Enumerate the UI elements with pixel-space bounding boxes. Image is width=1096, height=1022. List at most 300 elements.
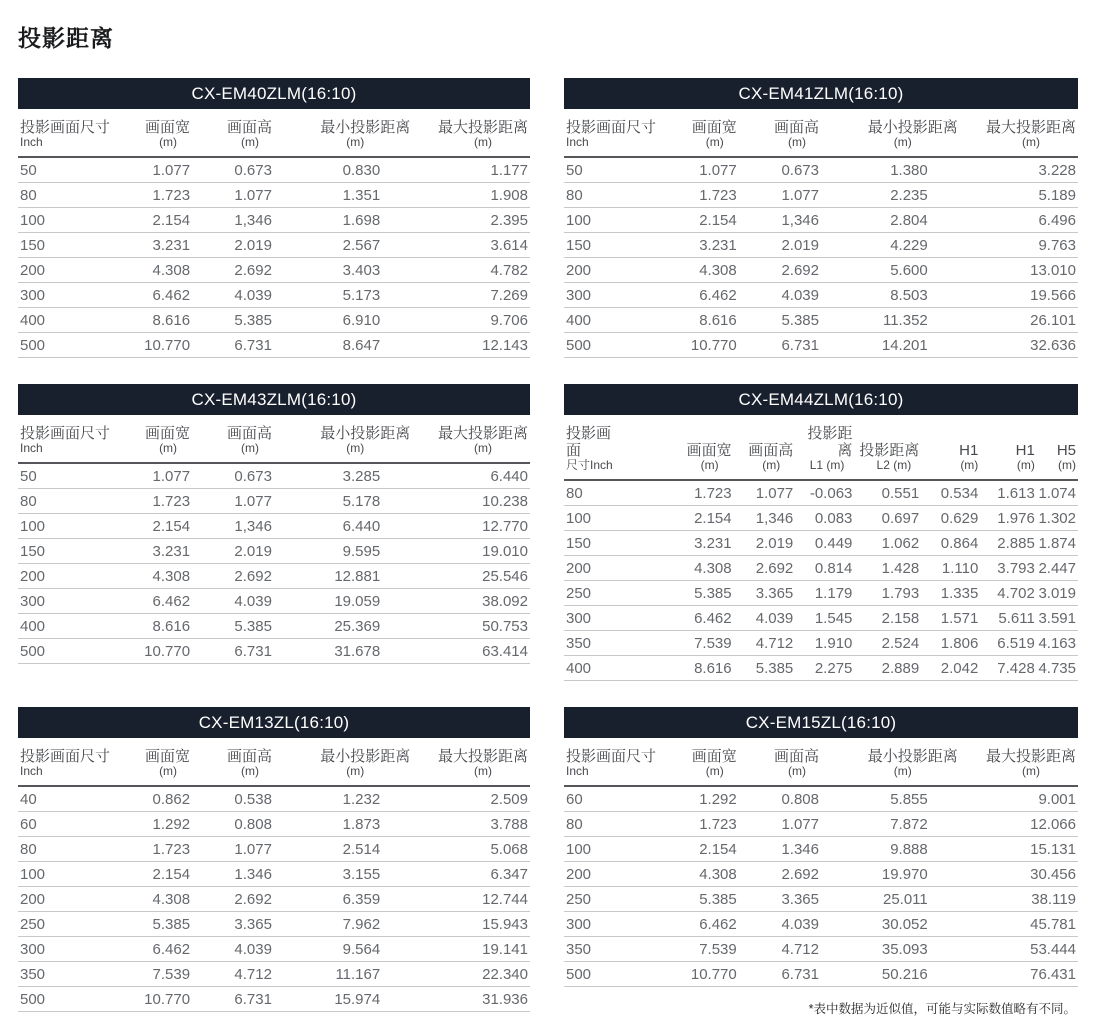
table-cell: 500 bbox=[564, 333, 677, 358]
table-cell: 1.077 bbox=[131, 463, 192, 489]
table-row bbox=[564, 581, 1078, 606]
table-cell: 38.092 bbox=[412, 589, 530, 614]
table-cx-em41zlm bbox=[564, 78, 1078, 358]
table-cell: 0.814 bbox=[795, 556, 854, 581]
table-cx-em15zl bbox=[564, 707, 1078, 1017]
table-cell: 1,346 bbox=[192, 208, 274, 233]
table-cell: 1.074 bbox=[1037, 480, 1078, 506]
table-row bbox=[564, 656, 1078, 681]
column-header: 最小投影距离 (m) bbox=[821, 109, 960, 157]
table-title-bar bbox=[564, 78, 1078, 109]
table-cell: 80 bbox=[564, 183, 677, 208]
table-cell: 0.673 bbox=[739, 157, 821, 183]
table-cell: 7.539 bbox=[131, 962, 192, 987]
table-row bbox=[564, 556, 1078, 581]
table-cell: 150 bbox=[564, 233, 677, 258]
table-cell: 2.019 bbox=[734, 531, 796, 556]
table-cell: 1.077 bbox=[677, 157, 739, 183]
table-cell: 6.519 bbox=[980, 631, 1037, 656]
table-cell: 50 bbox=[18, 157, 131, 183]
projection-distance-table bbox=[18, 415, 530, 664]
table-cell: 0.449 bbox=[795, 531, 854, 556]
table-cell: 1.873 bbox=[274, 812, 412, 837]
table-cell: -0.063 bbox=[795, 480, 854, 506]
column-header: 画面宽 (m) bbox=[677, 738, 739, 786]
column-header: 画面宽 (m) bbox=[626, 415, 734, 480]
table-cell: 0.551 bbox=[854, 480, 921, 506]
column-header: 最大投影距离 (m) bbox=[412, 109, 530, 157]
column-header: 投影画面尺寸 Inch bbox=[564, 738, 677, 786]
table-cell: 19.059 bbox=[274, 589, 412, 614]
table-cell: 2.154 bbox=[131, 514, 192, 539]
table-cell: 4.702 bbox=[980, 581, 1037, 606]
table-cell: 1.077 bbox=[192, 183, 274, 208]
table-cell: 2.019 bbox=[192, 233, 274, 258]
table-cell: 6.440 bbox=[274, 514, 412, 539]
table-cell: 0.538 bbox=[192, 786, 274, 812]
table-row bbox=[564, 786, 1078, 812]
column-header: H1 (m) bbox=[921, 415, 980, 480]
table-cell: 1.077 bbox=[131, 157, 192, 183]
table-cell: 0.697 bbox=[854, 506, 921, 531]
table-cell: 1.077 bbox=[739, 812, 821, 837]
table-cell: 6.731 bbox=[192, 987, 274, 1012]
table-cell: 8.616 bbox=[131, 614, 192, 639]
table-row bbox=[18, 812, 530, 837]
table-cell: 300 bbox=[564, 912, 677, 937]
table-cell: 3.365 bbox=[192, 912, 274, 937]
table-cell: 4.735 bbox=[1037, 656, 1078, 681]
table-cell: 8.647 bbox=[274, 333, 412, 358]
table-row bbox=[564, 157, 1078, 183]
table-cell: 3.231 bbox=[131, 539, 192, 564]
table-cell: 80 bbox=[564, 812, 677, 837]
table-cell: 2.509 bbox=[412, 786, 530, 812]
column-header-row bbox=[564, 738, 1078, 786]
table-cell: 6.462 bbox=[131, 589, 192, 614]
table-cell: 4.163 bbox=[1037, 631, 1078, 656]
table-cell: 1.062 bbox=[854, 531, 921, 556]
table-cell: 0.673 bbox=[192, 157, 274, 183]
column-header: 画面高 (m) bbox=[739, 109, 821, 157]
table-cell: 3.788 bbox=[412, 812, 530, 837]
table-cell: 1.908 bbox=[412, 183, 530, 208]
table-cell: 19.970 bbox=[821, 862, 960, 887]
table-cell: 15.943 bbox=[412, 912, 530, 937]
projection-distance-table bbox=[564, 415, 1078, 681]
table-cell: 1.723 bbox=[677, 183, 739, 208]
table-cell: 250 bbox=[18, 912, 131, 937]
table-row bbox=[18, 786, 530, 812]
table-cell: 1.346 bbox=[739, 837, 821, 862]
projection-distance-table bbox=[18, 738, 530, 1012]
table-row bbox=[564, 183, 1078, 208]
page-title: 投影距离 bbox=[18, 25, 114, 51]
table-row bbox=[564, 862, 1078, 887]
table-cell: 1.077 bbox=[739, 183, 821, 208]
column-header: 投影距离 L1 (m) bbox=[795, 415, 854, 480]
table-cell: 5.385 bbox=[734, 656, 796, 681]
table-cell: 35.093 bbox=[821, 937, 960, 962]
table-cell: 7.539 bbox=[626, 631, 734, 656]
table-cell: 1.976 bbox=[980, 506, 1037, 531]
table-cell: 5.855 bbox=[821, 786, 960, 812]
table-cell: 1.613 bbox=[980, 480, 1037, 506]
projection-distance-table bbox=[18, 109, 530, 358]
table-cell: 3.403 bbox=[274, 258, 412, 283]
table-cell: 300 bbox=[564, 606, 626, 631]
column-header: 画面宽 (m) bbox=[131, 109, 192, 157]
table-cell: 80 bbox=[18, 837, 131, 862]
table-cell: 500 bbox=[18, 639, 131, 664]
table-row bbox=[18, 183, 530, 208]
column-header: H1 (m) bbox=[980, 415, 1037, 480]
column-header: 最小投影距离 (m) bbox=[274, 109, 412, 157]
table-cell: 0.830 bbox=[274, 157, 412, 183]
table-cell: 3.231 bbox=[677, 233, 739, 258]
table-row bbox=[564, 283, 1078, 308]
table-cell: 3.285 bbox=[274, 463, 412, 489]
table-cell: 10.770 bbox=[677, 333, 739, 358]
table-row bbox=[564, 631, 1078, 656]
table-cell: 31.936 bbox=[412, 987, 530, 1012]
table-cell: 2.154 bbox=[131, 862, 192, 887]
table-cell: 150 bbox=[18, 539, 131, 564]
table-cell: 11.167 bbox=[274, 962, 412, 987]
table-cell: 1.292 bbox=[131, 812, 192, 837]
column-header-row bbox=[18, 109, 530, 157]
table-cell: 12.881 bbox=[274, 564, 412, 589]
table-cell: 4.712 bbox=[739, 937, 821, 962]
table-cell: 10.770 bbox=[131, 987, 192, 1012]
column-header: 投影画面尺寸 Inch bbox=[18, 109, 131, 157]
table-cell: 200 bbox=[18, 564, 131, 589]
table-cell: 19.010 bbox=[412, 539, 530, 564]
table-cell: 1.723 bbox=[131, 837, 192, 862]
table-row bbox=[18, 987, 530, 1012]
table-cell: 26.101 bbox=[960, 308, 1078, 333]
table-cell: 4.308 bbox=[131, 887, 192, 912]
table-title-bar bbox=[18, 707, 530, 738]
table-cell: 9.564 bbox=[274, 937, 412, 962]
table-cell: 50 bbox=[18, 463, 131, 489]
projection-distance-table bbox=[564, 109, 1078, 358]
table-cell: 1.806 bbox=[921, 631, 980, 656]
table-cell: 400 bbox=[18, 614, 131, 639]
table-cell: 5.611 bbox=[980, 606, 1037, 631]
table-row bbox=[564, 887, 1078, 912]
table-cell: 5.189 bbox=[960, 183, 1078, 208]
table-cell: 3.155 bbox=[274, 862, 412, 887]
column-header: 画面宽 (m) bbox=[131, 738, 192, 786]
table-row bbox=[18, 283, 530, 308]
table-cell: 31.678 bbox=[274, 639, 412, 664]
table-cell: 0.083 bbox=[795, 506, 854, 531]
column-header-row bbox=[564, 109, 1078, 157]
table-cell: 13.010 bbox=[960, 258, 1078, 283]
table-cell: 3.231 bbox=[131, 233, 192, 258]
table-cell: 6.731 bbox=[739, 962, 821, 987]
approximation-footnote: *表中数据为近似值，可能与实际数值略有不同。 bbox=[808, 1002, 1076, 1016]
table-cell: 4.712 bbox=[192, 962, 274, 987]
column-header: H5 (m) bbox=[1037, 415, 1078, 480]
table-cell: 7.428 bbox=[980, 656, 1037, 681]
table-cell: 1.380 bbox=[821, 157, 960, 183]
table-cell: 8.616 bbox=[677, 308, 739, 333]
table-cell: 2.154 bbox=[677, 837, 739, 862]
table-cx-em43zlm bbox=[18, 384, 530, 664]
table-cell: 4.039 bbox=[192, 283, 274, 308]
table-row bbox=[18, 333, 530, 358]
table-cell: 60 bbox=[18, 812, 131, 837]
table-cell: 2.447 bbox=[1037, 556, 1078, 581]
table-cell: 350 bbox=[564, 937, 677, 962]
table-row bbox=[564, 962, 1078, 987]
column-header-row bbox=[564, 415, 1078, 480]
table-row bbox=[564, 937, 1078, 962]
table-cell: 400 bbox=[564, 656, 626, 681]
table-cell: 100 bbox=[564, 837, 677, 862]
table-cell: 5.385 bbox=[677, 887, 739, 912]
table-cell: 5.173 bbox=[274, 283, 412, 308]
table-cell: 250 bbox=[564, 581, 626, 606]
table-cell: 6.462 bbox=[131, 283, 192, 308]
column-header: 最大投影距离 (m) bbox=[960, 738, 1078, 786]
table-cell: 2.692 bbox=[734, 556, 796, 581]
table-cell: 7.269 bbox=[412, 283, 530, 308]
column-header: 最大投影距离 (m) bbox=[960, 109, 1078, 157]
table-cell: 200 bbox=[564, 862, 677, 887]
table-cell: 3.591 bbox=[1037, 606, 1078, 631]
table-cell: 50 bbox=[564, 157, 677, 183]
table-row bbox=[18, 258, 530, 283]
table-cell: 2.235 bbox=[821, 183, 960, 208]
table-model-title: CX-EM44ZLM(16:10) bbox=[738, 390, 904, 409]
table-cell: 5.385 bbox=[192, 308, 274, 333]
table-row bbox=[18, 962, 530, 987]
table-cell: 2.692 bbox=[739, 862, 821, 887]
table-cell: 3.228 bbox=[960, 157, 1078, 183]
table-cell: 4.308 bbox=[131, 258, 192, 283]
table-cell: 0.629 bbox=[921, 506, 980, 531]
table-cell: 2.395 bbox=[412, 208, 530, 233]
table-cell: 8.503 bbox=[821, 283, 960, 308]
table-cell: 9.595 bbox=[274, 539, 412, 564]
table-cell: 7.872 bbox=[821, 812, 960, 837]
table-cell: 100 bbox=[564, 506, 626, 531]
table-cell: 5.385 bbox=[626, 581, 734, 606]
projection-distance-table bbox=[564, 738, 1078, 987]
table-cell: 4.039 bbox=[739, 912, 821, 937]
table-row bbox=[564, 333, 1078, 358]
table-cell: 3.231 bbox=[626, 531, 734, 556]
table-cell: 1.292 bbox=[677, 786, 739, 812]
table-row bbox=[564, 208, 1078, 233]
column-header-row bbox=[18, 738, 530, 786]
table-cell: 6.462 bbox=[677, 912, 739, 937]
table-cell: 14.201 bbox=[821, 333, 960, 358]
table-cell: 2.158 bbox=[854, 606, 921, 631]
table-row bbox=[564, 912, 1078, 937]
table-cell: 25.546 bbox=[412, 564, 530, 589]
table-cell: 1.302 bbox=[1037, 506, 1078, 531]
table-cell: 1.545 bbox=[795, 606, 854, 631]
table-row bbox=[18, 937, 530, 962]
column-header: 投影距离 L2 (m) bbox=[854, 415, 921, 480]
table-cell: 60 bbox=[564, 786, 677, 812]
table-cell: 1.910 bbox=[795, 631, 854, 656]
table-cell: 2.692 bbox=[192, 564, 274, 589]
table-cell: 3.614 bbox=[412, 233, 530, 258]
table-cell: 4.039 bbox=[739, 283, 821, 308]
table-cell: 10.770 bbox=[677, 962, 739, 987]
table-cell: 400 bbox=[18, 308, 131, 333]
table-cell: 2.042 bbox=[921, 656, 980, 681]
table-cell: 15.131 bbox=[960, 837, 1078, 862]
table-row bbox=[18, 233, 530, 258]
table-cell: 1.571 bbox=[921, 606, 980, 631]
table-cell: 1.232 bbox=[274, 786, 412, 812]
table-cell: 2.804 bbox=[821, 208, 960, 233]
table-row bbox=[564, 308, 1078, 333]
table-cell: 80 bbox=[18, 183, 131, 208]
table-cell: 5.385 bbox=[739, 308, 821, 333]
table-cell: 4.308 bbox=[677, 862, 739, 887]
table-cell: 6.462 bbox=[677, 283, 739, 308]
column-header: 投影画面尺寸 Inch bbox=[18, 738, 131, 786]
table-cell: 3.793 bbox=[980, 556, 1037, 581]
table-cell: 300 bbox=[564, 283, 677, 308]
table-cell: 100 bbox=[18, 514, 131, 539]
table-cell: 7.539 bbox=[677, 937, 739, 962]
column-header: 投影画面 尺寸Inch bbox=[564, 415, 626, 480]
table-cell: 350 bbox=[18, 962, 131, 987]
table-cell: 1.077 bbox=[192, 489, 274, 514]
table-cell: 12.066 bbox=[960, 812, 1078, 837]
table-row bbox=[18, 489, 530, 514]
table-cell: 12.744 bbox=[412, 887, 530, 912]
table-cell: 4.039 bbox=[734, 606, 796, 631]
column-header: 最小投影距离 (m) bbox=[274, 415, 412, 463]
table-row bbox=[18, 589, 530, 614]
table-cell: 15.974 bbox=[274, 987, 412, 1012]
table-cell: 63.414 bbox=[412, 639, 530, 664]
table-row bbox=[18, 639, 530, 664]
table-cell: 6.347 bbox=[412, 862, 530, 887]
table-cell: 500 bbox=[18, 987, 131, 1012]
table-row bbox=[18, 912, 530, 937]
table-cell: 30.052 bbox=[821, 912, 960, 937]
table-cell: 1.723 bbox=[626, 480, 734, 506]
table-title-bar bbox=[564, 384, 1078, 415]
tables-grid bbox=[18, 78, 1078, 1017]
table-cell: 30.456 bbox=[960, 862, 1078, 887]
table-model-title: CX-EM41ZLM(16:10) bbox=[738, 84, 904, 103]
table-cell: 32.636 bbox=[960, 333, 1078, 358]
column-header: 最大投影距离 (m) bbox=[412, 415, 530, 463]
table-cell: 100 bbox=[18, 208, 131, 233]
table-cell: 4.308 bbox=[626, 556, 734, 581]
table-cell: 4.229 bbox=[821, 233, 960, 258]
table-cell: 1.179 bbox=[795, 581, 854, 606]
table-title-bar bbox=[18, 78, 530, 109]
table-cell: 3.365 bbox=[739, 887, 821, 912]
column-header: 最小投影距离 (m) bbox=[274, 738, 412, 786]
table-cell: 2.524 bbox=[854, 631, 921, 656]
table-cell: 53.444 bbox=[960, 937, 1078, 962]
table-cell: 200 bbox=[18, 887, 131, 912]
table-row bbox=[564, 480, 1078, 506]
column-header: 最大投影距离 (m) bbox=[412, 738, 530, 786]
table-cell: 5.068 bbox=[412, 837, 530, 862]
table-cell: 2.567 bbox=[274, 233, 412, 258]
table-row bbox=[564, 531, 1078, 556]
column-header: 画面高 (m) bbox=[192, 109, 274, 157]
table-cell: 9.706 bbox=[412, 308, 530, 333]
table-cell: 200 bbox=[564, 258, 677, 283]
table-row bbox=[564, 233, 1078, 258]
table-cell: 22.340 bbox=[412, 962, 530, 987]
table-cell: 45.781 bbox=[960, 912, 1078, 937]
table-cell: 12.143 bbox=[412, 333, 530, 358]
table-cx-em40zlm bbox=[18, 78, 530, 358]
table-cell: 19.566 bbox=[960, 283, 1078, 308]
table-cell: 4.039 bbox=[192, 589, 274, 614]
table-cell: 25.011 bbox=[821, 887, 960, 912]
column-header: 画面高 (m) bbox=[734, 415, 796, 480]
table-model-title: CX-EM43ZLM(16:10) bbox=[191, 390, 357, 409]
table-cell: 3.019 bbox=[1037, 581, 1078, 606]
table-cell: 2.514 bbox=[274, 837, 412, 862]
table-cell: 80 bbox=[564, 480, 626, 506]
table-cell: 80 bbox=[18, 489, 131, 514]
table-cell: 6.440 bbox=[412, 463, 530, 489]
table-cell: 10.238 bbox=[412, 489, 530, 514]
table-row bbox=[18, 887, 530, 912]
table-cell: 6.731 bbox=[192, 333, 274, 358]
table-row bbox=[564, 606, 1078, 631]
table-cell: 150 bbox=[18, 233, 131, 258]
table-row bbox=[18, 564, 530, 589]
table-cell: 1.110 bbox=[921, 556, 980, 581]
table-cell: 1.077 bbox=[734, 480, 796, 506]
table-cell: 4.039 bbox=[192, 937, 274, 962]
table-cell: 2.019 bbox=[739, 233, 821, 258]
table-cell: 2.154 bbox=[626, 506, 734, 531]
table-cell: 2.889 bbox=[854, 656, 921, 681]
table-cell: 6.731 bbox=[192, 639, 274, 664]
table-cell: 4.308 bbox=[131, 564, 192, 589]
table-cell: 1.428 bbox=[854, 556, 921, 581]
table-cell: 150 bbox=[564, 531, 626, 556]
table-cell: 100 bbox=[564, 208, 677, 233]
table-cell: 5.385 bbox=[131, 912, 192, 937]
table-cell: 4.712 bbox=[734, 631, 796, 656]
table-cell: 2.692 bbox=[192, 887, 274, 912]
table-cell: 19.141 bbox=[412, 937, 530, 962]
column-header: 画面高 (m) bbox=[192, 738, 274, 786]
table-row bbox=[18, 837, 530, 862]
column-header: 画面宽 (m) bbox=[677, 109, 739, 157]
table-cell: 76.431 bbox=[960, 962, 1078, 987]
table-cell: 38.119 bbox=[960, 887, 1078, 912]
table-row bbox=[18, 157, 530, 183]
table-cell: 9.763 bbox=[960, 233, 1078, 258]
column-header: 投影画面尺寸 Inch bbox=[564, 109, 677, 157]
table-cell: 7.962 bbox=[274, 912, 412, 937]
table-cell: 250 bbox=[564, 887, 677, 912]
table-cell: 1.723 bbox=[131, 489, 192, 514]
